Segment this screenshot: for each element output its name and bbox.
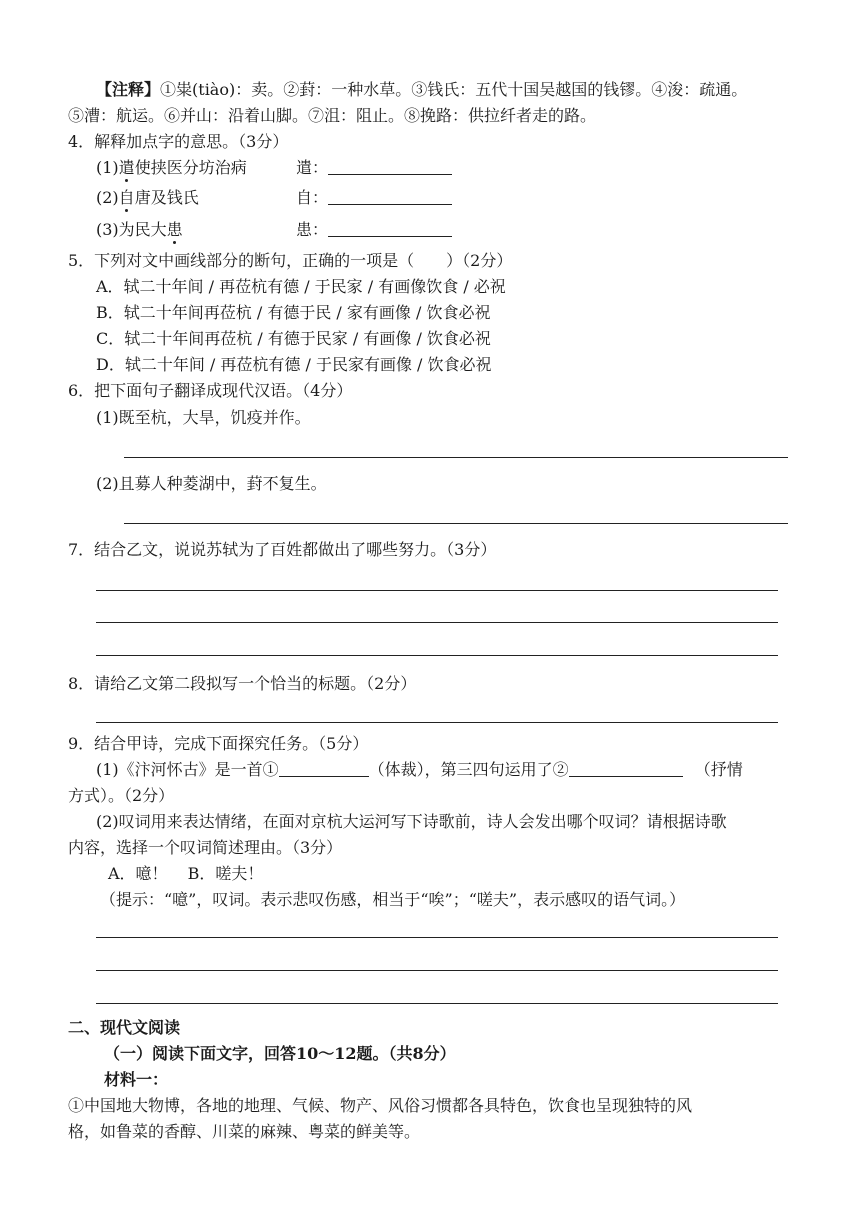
material-para-line-1: ①中国地大物博，各地的地理、气候、物产、风俗习惯都各具特色，饮食也呈现独特的风 [68,1096,693,1115]
q9-blank-2[interactable] [569,775,683,777]
q9-title: 9．结合甲诗，完成下面探究任务。（5分） [68,734,369,753]
q6-answer-line-2[interactable] [124,523,788,524]
q9-part-2-b: 内容，选择一个叹词简述理由。（3分） [68,838,343,857]
q4-item-1-post: 使挟医分坊治病 [134,158,247,177]
q5-option-b[interactable]: B．轼二十年间再莅杭 / 有德于民 / 家有画像 / 饮食必祝 [96,303,491,322]
q4-item-2-pre: (2) [96,188,119,207]
q4-answer-1-label: 遣： [296,158,329,177]
section-2-subheading: （一）阅读下面文字，回答10～12题。（共8分） [104,1044,456,1063]
q9-answer-line-2[interactable] [96,970,778,971]
q9-part-2-a: (2)叹词用来表达情绪，在面对京杭大运河写下诗歌前，诗人会发出哪个叹词？请根据诗歌 [96,812,727,831]
q4-answer-2[interactable] [296,188,452,207]
q4-item-3-dotted: 患 [166,220,183,239]
q7-answer-line-2[interactable] [96,622,778,623]
q7-title: 7．结合乙文，说说苏轼为了百姓都做出了哪些努力。（3分） [68,540,497,559]
q4-item-1-pre: (1) [96,158,119,177]
q5-option-d[interactable]: D．轼二十年间 / 再莅杭有德 / 于民家有画像 / 饮食必祝 [96,355,492,374]
q9-option-b[interactable]: B．嗟夫！ [187,864,264,883]
q9-options [108,864,263,883]
q9-part-1-d: 方式）。（2分） [68,786,175,805]
q5-title: 5．下列对文中画线部分的断句，正确的一项是（ ）（2分） [68,251,513,270]
q4-answer-2-blank[interactable] [328,203,452,205]
q8-title: 8．请给乙文第二段拟写一个恰当的标题。（2分） [68,674,417,693]
q7-answer-line-1[interactable] [96,590,778,591]
q9-part-1-c: （抒情 [694,760,743,779]
q8-answer-line[interactable] [96,722,778,723]
q4-item-1-dotted: 遣 [118,158,135,177]
note-line-1 [96,80,747,99]
q9-part-1-b: （体裁），第三四句运用了② [368,760,569,779]
q6-title: 6．把下面句子翻译成现代汉语。（4分） [68,381,353,400]
q5-option-a[interactable]: A．轼二十年间 / 再莅杭有德 / 于民家 / 有画像饮食 / 必祝 [96,277,506,296]
q4-answer-2-label: 自： [296,188,329,207]
q4-answer-3[interactable] [296,220,452,239]
q5-option-c[interactable]: C．轼二十年间再莅杭 / 有德于民家 / 有画像 / 饮食必祝 [96,329,491,348]
q4-answer-1[interactable] [296,158,452,177]
q4-answer-3-label: 患： [296,220,329,239]
q4-item-2-post: 唐及钱氏 [134,188,199,207]
q6-answer-line-1[interactable] [124,457,788,458]
q9-hint: （提示：“噫”，叹词。表示悲叹伤感，相当于“唉”；“嗟夫”，表示感叹的语气词。） [100,890,686,909]
q4-item-2 [96,188,199,207]
q4-item-1 [96,158,247,177]
q4-answer-1-blank[interactable] [328,173,452,175]
q9-option-a[interactable]: A．噫！ [108,864,168,883]
q9-blank-1[interactable] [279,775,369,777]
note-label: 【注释】 [96,80,161,99]
material-label: 材料一： [104,1070,169,1089]
material-para-line-2: 格，如鲁菜的香醇、川菜的麻辣、粤菜的鲜美等。 [68,1122,421,1141]
q7-answer-line-3[interactable] [96,655,778,656]
q6-sentence-2: (2)且募人种菱湖中，葑不复生。 [96,474,327,493]
q4-item-3-pre: (3)为民大 [96,220,167,239]
q9-answer-line-3[interactable] [96,1003,778,1004]
q4-title: 4．解释加点字的意思。（3分） [68,132,289,151]
q9-answer-line-1[interactable] [96,937,778,938]
note-text-1: ①粜(tiào)：卖。②葑：一种水草。③钱氏：五代十国吴越国的钱镠。④浚：疏通。 [160,80,748,99]
q4-item-3 [96,220,183,239]
note-line-2: ⑤漕：航运。⑥并山：沿着山脚。⑦沮：阻止。⑧挽路：供拉纤者走的路。 [68,106,597,125]
q6-sentence-1: (1)既至杭，大旱，饥疫并作。 [96,408,311,427]
q9-part-1-a: (1)《汴河怀古》是一首① [96,760,279,779]
section-2-heading: 二、现代文阅读 [68,1018,181,1037]
q9-part-1 [96,760,743,779]
q4-answer-3-blank[interactable] [328,235,452,237]
q4-item-2-dotted: 自 [118,188,135,207]
